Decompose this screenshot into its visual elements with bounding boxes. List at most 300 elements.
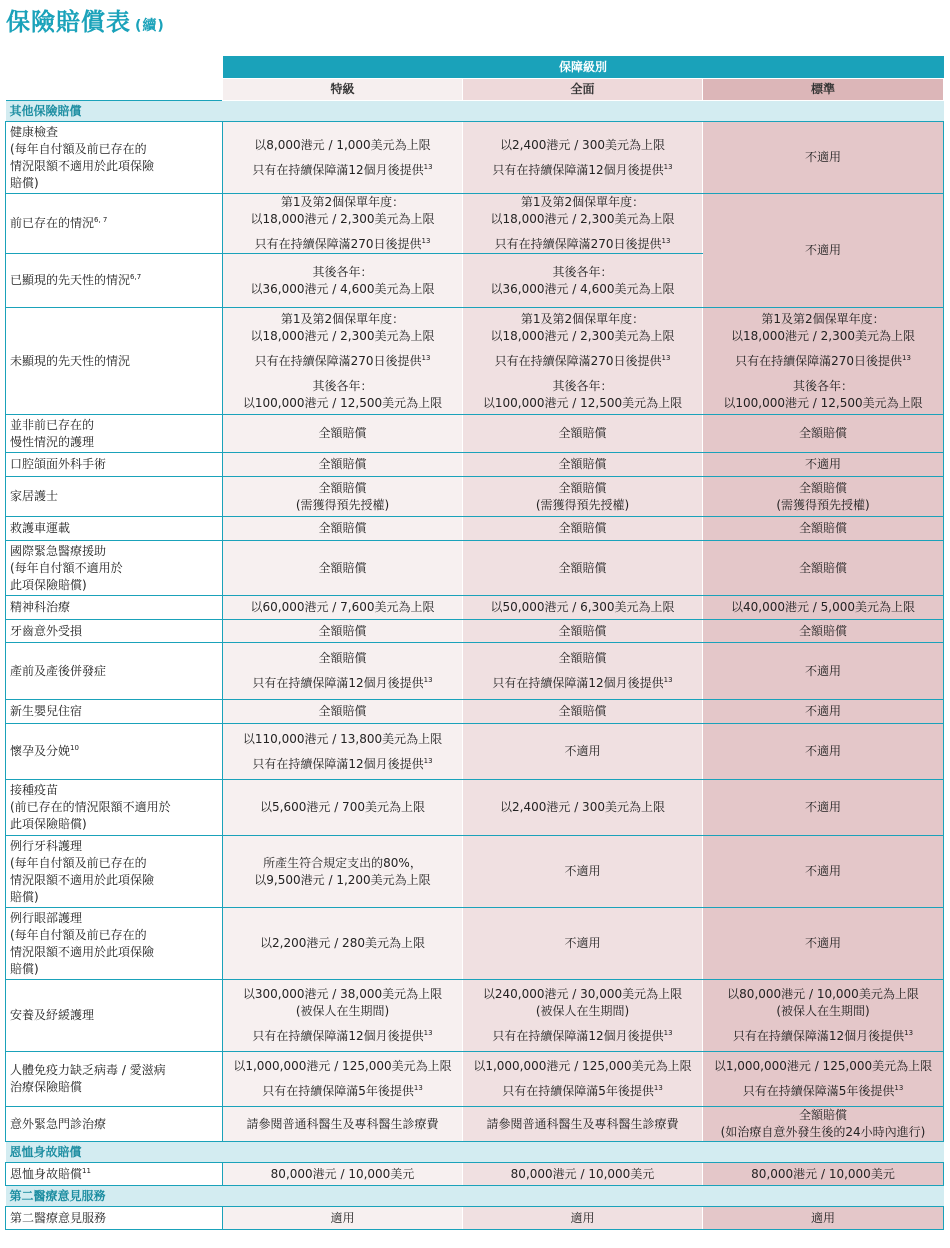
benefit-name-line: 安養及紓緩護理 [10, 1008, 95, 1022]
cell-text: 只有在持續保障滿270日後提供 [254, 237, 422, 251]
cell-text-block [707, 560, 939, 577]
cell-text-block [707, 1083, 939, 1100]
benefit-value-cell [703, 980, 944, 1052]
cell-text: 不適用 [564, 936, 601, 950]
cell-gap [227, 1020, 458, 1028]
cell-text-block [467, 264, 698, 298]
cell-text: 以100,000港元 / 12,500美元為上限 [242, 395, 443, 410]
cell-text-block [227, 480, 458, 514]
cell-text-line [707, 328, 939, 345]
benefit-name [6, 1207, 223, 1230]
benefit-row [6, 836, 944, 908]
cell-text-block [467, 137, 698, 154]
cell-text-block [227, 1028, 458, 1045]
cell-text-line [707, 425, 939, 442]
benefit-name-line: 例行牙科護理 [10, 838, 83, 853]
cell-text: 以2,400港元 / 300美元為上限 [500, 800, 665, 814]
cell-text-block [227, 311, 458, 345]
cell-text: (需獲得預先授權) [295, 497, 390, 512]
cell-gap [467, 370, 698, 378]
benefit-value-cell [463, 254, 703, 308]
benefit-row [6, 1163, 944, 1186]
cell-text: 不適用 [564, 864, 601, 878]
cell-text-line [707, 149, 939, 166]
cell-text: 只有在持續保障滿12個月後提供 [732, 1029, 905, 1043]
benefit-name-line: 口腔頜面外科手術 [10, 457, 107, 471]
cell-text-block [467, 703, 698, 720]
cell-text-block [467, 650, 698, 667]
cell-text-line [227, 703, 458, 720]
cell-text-line [467, 703, 698, 720]
cell-text: 適用 [570, 1210, 595, 1225]
benefit-name-line: 救護車運載 [10, 521, 71, 535]
cell-text: 第1及第2個保單年度： [520, 195, 645, 209]
cell-text-line [467, 1028, 698, 1045]
benefit-name-line-wrap [10, 215, 218, 232]
cell-text-block [707, 599, 939, 616]
cell-text-line [467, 863, 698, 880]
cell-text: 全額賠償 [558, 457, 607, 471]
benefit-name-line: 恩恤身故賠償 [10, 1166, 83, 1181]
plan-header-row [6, 79, 944, 101]
benefit-name-line: (每年自付額及前已存在的 [10, 927, 147, 942]
cell-text-block [467, 799, 698, 816]
cell-text-line [227, 353, 458, 370]
cell-text-line [467, 799, 698, 816]
cell-text-block [467, 311, 698, 345]
benefit-value-cell [223, 308, 463, 415]
benefit-value-cell [703, 724, 944, 780]
cell-text: 適用 [810, 1210, 835, 1225]
footnote-ref: 11 [82, 1166, 91, 1175]
benefit-value-cell [703, 1107, 944, 1142]
cell-text-line [467, 623, 698, 640]
cell-text-block [227, 137, 458, 154]
cell-text: 只有在持續保障滿12個月後提供 [492, 676, 664, 690]
benefit-value-cell [223, 122, 463, 194]
cell-text: 不適用 [564, 744, 601, 758]
cell-text-block [467, 1166, 698, 1183]
cell-text-block [707, 1107, 939, 1141]
benefit-name [6, 122, 223, 194]
cell-text-line [707, 353, 939, 370]
cell-text-block [467, 599, 698, 616]
footnote-ref: 13 [894, 1084, 904, 1092]
benefit-value-cell [703, 908, 944, 980]
benefit-value-cell [223, 724, 463, 780]
benefit-table-body [6, 56, 944, 1230]
benefit-value-cell [703, 517, 944, 541]
cell-gap [467, 154, 698, 162]
cell-text: 以8,000港元 / 1,000美元為上限 [254, 137, 431, 152]
cell-text-line [227, 1210, 458, 1227]
cell-text-block [227, 756, 458, 773]
cell-text-line [467, 1003, 698, 1020]
cell-text-line [467, 281, 698, 298]
cell-text: 以18,000港元 / 2,300美元為上限 [250, 212, 435, 226]
cell-text: 80,000港元 / 10,000美元 [270, 1166, 415, 1181]
benefit-value-cell [463, 194, 703, 254]
benefit-value-cell [463, 517, 703, 541]
cell-text-block [467, 1210, 698, 1227]
cell-text: 只有在持續保障滿12個月後提供 [492, 162, 664, 177]
benefit-name-line: 接種疫苗 [10, 783, 59, 797]
cell-text: 80,000港元 / 10,000美元 [510, 1166, 655, 1181]
benefit-value-cell [223, 596, 463, 620]
benefit-name-line: 治療保險賠償 [10, 1080, 83, 1094]
cell-text: 第1及第2個保單年度： [761, 311, 885, 326]
cell-text: 以2,400港元 / 300美元為上限 [500, 137, 665, 152]
cell-text-line [227, 1083, 458, 1100]
cell-text: 只有在持續保障滿270日後提供 [735, 353, 902, 368]
cell-text-block [227, 599, 458, 616]
cell-text: 以36,000港元 / 4,600美元為上限 [250, 281, 435, 296]
cell-text-line [467, 1083, 698, 1100]
cell-text: 只有在持續保障滿12個月後提供 [252, 162, 424, 177]
cell-text: 其後各年： [552, 264, 613, 279]
footnote-ref: 13 [661, 353, 671, 362]
footnote-ref: 6,7 [130, 273, 142, 281]
footnote-ref: 13 [421, 237, 431, 245]
cell-text-line [467, 456, 698, 473]
benefit-name-line: 情況限額不適用於此項保險 [10, 944, 155, 959]
cell-text: 全額賠償 [558, 623, 607, 638]
benefit-row [6, 541, 944, 596]
cell-text-line [227, 236, 458, 253]
cell-text-line [707, 623, 939, 640]
cell-text-block [707, 935, 939, 952]
cell-text: 以9,500港元 / 1,200美元為上限 [254, 872, 431, 887]
cell-text-line [467, 162, 698, 179]
cell-text-line [227, 425, 458, 442]
benefit-value-cell [703, 453, 944, 477]
benefit-value-cell [463, 1207, 703, 1230]
benefit-value-cell [463, 620, 703, 643]
benefit-value-cell [703, 700, 944, 724]
benefit-row [6, 122, 944, 194]
cell-text-block [467, 1058, 698, 1075]
benefit-name [6, 908, 223, 980]
footnote-ref: 13 [423, 162, 433, 171]
benefit-name [6, 836, 223, 908]
cell-text-block [707, 480, 939, 514]
cell-text: 全額賠償 [318, 704, 367, 718]
benefit-name-line: 情況限額不適用於此項保險 [10, 158, 155, 173]
cell-text-line [467, 137, 698, 154]
benefit-row [6, 415, 944, 453]
benefit-value-cell [463, 541, 703, 596]
cell-text: 不適用 [804, 457, 841, 471]
benefit-name [6, 308, 223, 415]
cell-text: 以300,000港元 / 38,000美元為上限 [242, 987, 443, 1001]
cell-text-block [467, 353, 698, 370]
cell-text: 全額賠償 [558, 426, 607, 440]
cell-text: (如治療自意外發生後的24小時內進行) [720, 1125, 926, 1139]
cell-text-line [227, 560, 458, 577]
cell-text: 全額賠償 [318, 521, 367, 535]
footnote-ref: 13 [661, 237, 671, 245]
benefit-row [6, 980, 944, 1052]
cell-text: 不適用 [804, 936, 841, 950]
cell-text: 適用 [330, 1210, 355, 1225]
cell-text: 其後各年： [792, 378, 853, 393]
cell-text-block [227, 520, 458, 537]
cell-text-block [227, 425, 458, 442]
cell-text-line [467, 935, 698, 952]
benefit-row [6, 620, 944, 643]
cell-text-block [707, 663, 939, 680]
cell-text: 請參閱普通科醫生及專科醫生診療費 [486, 1116, 679, 1131]
cell-text: 以110,000港元 / 13,800美元為上限 [242, 731, 443, 746]
cell-text: 以2,200港元 / 280美元為上限 [260, 936, 425, 950]
cell-text-line [467, 1116, 698, 1133]
benefit-value-cell [703, 643, 944, 700]
cell-text-line [707, 799, 939, 816]
cell-gap [227, 748, 458, 756]
cell-text-line [707, 456, 939, 473]
cell-text-line [707, 1107, 939, 1124]
benefit-value-cell [463, 1163, 703, 1186]
cell-text: 只有在持續保障滿270日後提供 [494, 353, 662, 368]
cell-text: 以100,000港元 / 12,500美元為上限 [482, 395, 683, 410]
benefit-name [6, 700, 223, 724]
cell-text: 以240,000港元 / 30,000美元為上限 [482, 987, 683, 1001]
cell-text-block [467, 520, 698, 537]
benefit-row [6, 1107, 944, 1142]
cell-text-line [707, 743, 939, 760]
benefit-name-line: 此項保險賠償) [10, 577, 87, 592]
benefit-name-line: (前已存在的情況限額不適用於 [10, 800, 171, 814]
footnote-ref: 13 [423, 756, 433, 765]
benefit-name-line: 已顯現的先天性的情況 [10, 273, 131, 287]
footnote-ref: 13 [421, 353, 431, 362]
benefit-value-cell [223, 908, 463, 980]
cell-text-line [227, 1003, 458, 1020]
footnote-ref: 13 [653, 1084, 663, 1092]
footnote-ref: 13 [423, 1029, 433, 1037]
footnote-ref: 13 [423, 676, 433, 684]
cell-text: 以18,000港元 / 2,300美元為上限 [250, 328, 435, 343]
cell-gap [467, 667, 698, 675]
benefit-name-line-wrap [10, 1166, 218, 1183]
benefit-name [6, 780, 223, 836]
cell-text: 只有在持續保障滿12個月後提供 [252, 1029, 424, 1043]
cell-text-block [227, 1058, 458, 1075]
cell-text-block [227, 986, 458, 1020]
cell-gap [467, 1075, 698, 1083]
benefit-value-cell [463, 477, 703, 517]
cell-text-block [707, 456, 939, 473]
page-title-suffix: (續) [135, 18, 165, 34]
cell-text: 不適用 [804, 864, 841, 878]
cell-text: 全額賠償 [318, 426, 367, 440]
benefit-name-line: 賠償) [10, 889, 39, 904]
benefit-name-line: (每年自付額及前已存在的 [10, 855, 147, 870]
benefit-row [6, 908, 944, 980]
cell-text-block [467, 623, 698, 640]
cell-text-line [227, 328, 458, 345]
cell-text-block [467, 1116, 698, 1133]
cell-text-block [707, 149, 939, 166]
cell-text: 以18,000港元 / 2,300美元為上限 [730, 328, 915, 343]
benefit-value-cell [223, 1207, 463, 1230]
cell-gap [227, 345, 458, 353]
cell-text-line [707, 311, 939, 328]
benefit-value-cell [223, 620, 463, 643]
section-title: 恩恤身故賠償 [6, 1142, 944, 1163]
benefit-value-cell [223, 643, 463, 700]
cell-text-block [467, 480, 698, 514]
section-header [6, 1142, 944, 1163]
cell-text-block [707, 623, 939, 640]
cell-text-block [227, 264, 458, 298]
footnote-ref: 13 [663, 1029, 673, 1037]
cell-text: 全額賠償 [798, 480, 847, 495]
benefit-value-cell [223, 453, 463, 477]
cell-text: 80,000港元 / 10,000美元 [751, 1166, 895, 1181]
cell-text-line [227, 1166, 458, 1183]
cell-text: 請參閱普通科醫生及專科醫生診療費 [246, 1116, 439, 1131]
benefit-value-cell [223, 517, 463, 541]
plan-header-comprehensive: 全面 [463, 79, 703, 101]
cell-text-line [227, 1028, 458, 1045]
benefit-row [6, 1207, 944, 1230]
cell-text-block [467, 378, 698, 412]
cell-text-line [227, 137, 458, 154]
cell-text-block [227, 1116, 458, 1133]
cell-text-line [227, 731, 458, 748]
cell-text: 不適用 [804, 744, 841, 758]
footnote-ref: 13 [904, 1029, 914, 1037]
plan-header-standard: 標準 [703, 79, 944, 101]
header-blank-cell [6, 56, 223, 79]
benefit-row [6, 477, 944, 517]
cell-text: 所產生符合規定支出的80%， [263, 855, 422, 870]
benefit-value-cell [703, 836, 944, 908]
benefit-value-cell [463, 453, 703, 477]
cell-text-line [227, 872, 458, 889]
benefit-value-cell [223, 477, 463, 517]
cell-text: (被保人在生期間) [295, 1004, 390, 1018]
benefit-name-line: 賠償) [10, 961, 39, 976]
cell-gap [227, 1075, 458, 1083]
cell-text-block [707, 986, 939, 1020]
benefit-value-cell [223, 415, 463, 453]
cell-text-block [227, 650, 458, 667]
cell-text: 以36,000港元 / 4,600美元為上限 [490, 281, 675, 296]
cell-text-block [227, 1210, 458, 1227]
cell-text: (被保人在生期間) [776, 1004, 870, 1018]
benefit-name-line: 健康檢查 [10, 124, 59, 139]
benefit-name [6, 477, 223, 517]
cell-text: 全額賠償 [798, 1108, 847, 1122]
cell-text-block [707, 311, 939, 345]
cell-text-line [227, 264, 458, 281]
cell-text-line [707, 378, 939, 395]
cell-text-block [467, 162, 698, 179]
benefit-value-cell [703, 620, 944, 643]
cell-text-block [707, 378, 939, 412]
benefit-value-cell [223, 780, 463, 836]
cell-text-line [707, 863, 939, 880]
cell-text-line [707, 599, 939, 616]
coverage-level-label: 保障級別 [223, 56, 944, 79]
benefit-row [6, 780, 944, 836]
cell-text-line [467, 1166, 698, 1183]
cell-text-block [227, 162, 458, 179]
cell-text-block [467, 456, 698, 473]
cell-text-line [467, 650, 698, 667]
benefit-row [6, 1052, 944, 1107]
benefit-name [6, 254, 223, 308]
benefit-row [6, 643, 944, 700]
cell-text: 不適用 [804, 800, 841, 814]
cell-text-line [467, 986, 698, 1003]
footnote-ref: 13 [663, 162, 673, 171]
cell-text-line [227, 456, 458, 473]
cell-text: 以1,000,000港元 / 125,000美元為上限 [473, 1059, 692, 1073]
benefit-name-line: 賠償) [10, 175, 39, 190]
cell-text: 只有在持續保障滿12個月後提供 [252, 676, 424, 690]
cell-text: 以1,000,000港元 / 125,000美元為上限 [233, 1059, 452, 1073]
cell-text-block [707, 353, 939, 370]
benefit-name-line: 並非前已存在的 [10, 417, 95, 432]
benefit-value-cell [463, 1107, 703, 1142]
cell-text-block [467, 560, 698, 577]
cell-text-line [467, 425, 698, 442]
cell-text-line [467, 236, 698, 253]
cell-gap [467, 345, 698, 353]
cell-text-line [467, 480, 698, 497]
cell-text: 以40,000港元 / 5,000美元為上限 [730, 600, 915, 614]
cell-text: 全額賠償 [558, 704, 607, 718]
benefit-name [6, 1107, 223, 1142]
cell-text: (被保人在生期間) [535, 1004, 630, 1018]
cell-text-line [707, 986, 939, 1003]
benefit-name [6, 194, 223, 254]
benefit-value-cell [703, 596, 944, 620]
header-blank-cell [6, 79, 223, 101]
benefit-name [6, 517, 223, 541]
benefit-name-line: 前已存在的情況 [10, 216, 95, 230]
cell-text-line [467, 560, 698, 577]
cell-text: 第1及第2個保單年度： [280, 311, 405, 326]
cell-text-block [467, 194, 698, 228]
cell-text-line [467, 353, 698, 370]
benefit-name [6, 541, 223, 596]
benefit-value-cell [223, 541, 463, 596]
benefit-value-cell [463, 415, 703, 453]
benefit-name [6, 453, 223, 477]
benefit-value-cell [703, 415, 944, 453]
footnote-ref: 13 [901, 353, 911, 362]
benefit-name-line: 產前及產後併發症 [10, 663, 107, 678]
cell-text-line [707, 520, 939, 537]
cell-text-line [467, 328, 698, 345]
cell-text: 以80,000港元 / 10,000美元為上限 [727, 987, 919, 1001]
footnote-ref: 6, 7 [94, 216, 108, 224]
cell-text-line [467, 264, 698, 281]
cell-text-block [467, 935, 698, 952]
cell-text-block [707, 743, 939, 760]
benefit-value-cell [703, 1163, 944, 1186]
benefit-value-cell [463, 836, 703, 908]
benefit-value-cell [703, 477, 944, 517]
cell-text: 不適用 [804, 663, 841, 678]
cell-text-block [227, 731, 458, 748]
benefit-name-line: 人體免疫力缺乏病毒 / 愛滋病 [10, 1063, 166, 1077]
cell-text-line [707, 1058, 939, 1075]
